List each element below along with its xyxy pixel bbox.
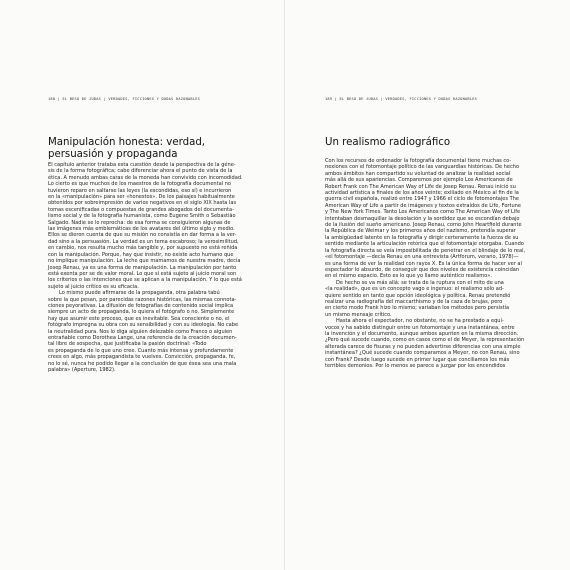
text-line: instantánea? ¿Qué sucede cuando comparamos a Meyer, no con Renau, sino: [325, 350, 520, 357]
text-line: en cambio, nos resulta mucho más tangible y, por supuesto no está reñida: [48, 245, 238, 252]
running-header-left: 188 | EL BESO DE JUDAS | VERDADES, FICCIONES Y DUDAS RAZONABLES: [48, 97, 201, 101]
text-line: El capítulo anterior trataba esta cuestión desde la perspectiva de la géne-: [48, 162, 236, 168]
text-line: alterada carece de fisuras y no pueden advertirse diferencias con una simple: [325, 343, 521, 350]
text-line: Robert Frank con The American Way of Life de Josep Renau. Renau inició su: [325, 183, 516, 190]
section-title-right: Un realismo radiográfico: [325, 137, 451, 148]
text-line: Hasta ahora el espectador, no obstante, no se ha prestado a equí-: [336, 318, 504, 325]
text-line: fotógrafo impregna su obra con su sensibilidad y con su ideología. No cabe: [48, 322, 239, 329]
text-line: Josep Renau, ya es una forma de manipulación. La manipulación por tanto: [48, 264, 237, 271]
text-line: la República de Weimar y los primeros años del nazismo, pretendía superar: [325, 228, 516, 235]
text-line: la neutralidad pura. Nos lo diga alguien delezable como Franco o alguien: [48, 328, 233, 335]
text-line: las imágenes más emblemáticas de los avatares del último siglo y medio.: [48, 226, 235, 233]
text-line: y The New York Times. Tanto Los Americanos como The American Way of Life: [325, 209, 521, 216]
text-line: ambos ámbitos han compartido su voluntad de analizar la realidad social: [325, 170, 511, 177]
text-line: actividad artística a finales de los años veinte; exiliado en México al fin de la: [325, 190, 519, 197]
text-line: ¿Pero qué sucede cuando, como en casos como el de Meyer, la representación: [325, 337, 525, 344]
text-line: Lo cierto es que muchos de los maestros de la fotografía documental no: [48, 181, 231, 188]
text-line: sentido mediante la articulación retórica que el fotomontaje otorgaba. Cuando: [325, 241, 524, 248]
text-line: terribles demonios. Por lo menos se parece a juzgar por los encendidos: [325, 363, 506, 369]
text-line: ciones peyorativas. La difusión de fotografías de contenido social implica: [48, 302, 234, 309]
section-title-left: Manipulación honesta: verdad, persuasión y propaganda: [48, 137, 206, 160]
text-line: un mismo mensaje crítico.: [325, 311, 392, 318]
text-line: más allá de sus apariencias. Comparemos por ejemplo Los Americanos de: [325, 177, 513, 184]
text-line: hay que asumir este proceso, que es inevitable. Sea consciente o no, el: [48, 315, 230, 322]
text-line: es propaganda de lo que uno cree. Cuanto más intensa y profundamente: [48, 347, 234, 354]
text-line: la fotografía directa se veía imposibilitada de penetrar en el blindaje de lo real,: [325, 247, 526, 254]
text-line: nexiones con el fotomontaje político de las vanguardias históricas. De hecho: [325, 164, 520, 171]
text-line: sobre la que pesan, por parecidas razones históricas, las mismas connota-: [48, 296, 237, 303]
text-line: ética. A menudo ambas caras de la moneda han convivido con incomodidad.: [48, 174, 243, 181]
text-line: la invención y el documento, aunque ambos apunten en la misma dirección.: [325, 330, 519, 337]
text-line: en cierto modo Frank hizo lo mismo; variaban los métodos pero persistía: [325, 305, 510, 312]
text-line: De hecho se va más allá: se trata de la ruptura con el mito de una: [336, 279, 504, 286]
right-page: [285, 0, 570, 570]
text-line: no implique manipulación. La leche que mamamos de nuestra madre, decía: [48, 258, 241, 265]
text-line: no lo sé, nunca he podido llegar a la conclusión de que ésea sea una mala: [48, 360, 237, 367]
text-line: «el fotomontaje —decía Renau en una entrevista (Artforum, verano, 1978)—: [325, 254, 519, 261]
text-line: está exenta per se de valor moral. Lo que sí está sujeto al juicio moral son: [48, 270, 237, 277]
text-line: tal libre de sospecha, que justificaba la pasión doctrinal: «Todo: [48, 341, 207, 348]
text-line: dad sino a la persuasión. La verdad es un tema escabroso; la verosimilitud,: [48, 238, 239, 245]
text-line: de la ilusión del sueño americano. Josep Renau, como John Heartfield durante: [325, 222, 522, 229]
text-line: espectador lo absurdo, de conseguir que dos niveles de existencia coincidan: [325, 266, 520, 273]
text-line: American Way of Life a partir de imágenes y textos extraídos de Life, Fortune: [325, 202, 521, 209]
text-line: quiere sentido en tanto que opción ideológica y política. Renau pretendió: [325, 292, 511, 299]
text-line: realizar una radiografía del maccarthismo y de la caza de brujas, pero: [325, 298, 503, 305]
text-line: Lo mismo puede afirmarse de la propaganda, otra palabra tabú: [59, 290, 220, 297]
text-line: «la realidad», que es un concepto vago e ingenuo: el realismo sólo ad-: [325, 286, 504, 293]
text-line: es una forma de ver la realidad con rayos X. Es la única forma de hacer ver al: [325, 260, 522, 267]
text-line: con Frank? Desde luego sucede en primer lugar que conciliamos los más: [325, 356, 510, 363]
text-line: guerra civil española, realizó entre 1947 y 1966 el ciclo de fotomontajes The: [325, 196, 520, 203]
text-line: la ambigüedad latente en la fotografía y dirigir certeramente la fuerza de su: [325, 234, 519, 241]
text-line: lismo social y de la fotografía humanista, como Eugene Smith o Sebastião: [48, 213, 236, 220]
text-line: entrañable como Dorothea Lange, una referencia de la creación documen-: [48, 334, 237, 341]
text-line: tuvieron reparo en saltarse las leyes (la escondidas, eso sí) e incurrieron: [48, 187, 232, 194]
text-line: en el mismo espacio. Esto es lo que yo llamo auténtico realismo».: [325, 273, 492, 280]
body-text-left: [48, 162, 243, 373]
text-line: siempre un acto de propaganda, lo quiera el fotógrafo o no. Simplemente: [48, 309, 235, 316]
text-line: tomas escenificadas o compuestas de grandes abogados del documenta-: [48, 206, 234, 213]
text-line: sis de la forma fotográfica; cabe diferenciar ahora el punto de vista de la: [48, 168, 233, 175]
text-line: en la «manipulación» para ser «honestos». De los paisajes habitualmente: [48, 194, 235, 201]
text-line: intentaban desmaquillar la desolación y la sordidez que se escondían debajo: [325, 215, 520, 222]
text-line: con la manipulación. Porque, hay que insistir, no existe acto humano que: [48, 251, 234, 258]
text-line: sujeto al juicio crítico es su eficacia.: [48, 283, 139, 290]
text-line: palabra» (Aperture, 1982).: [48, 367, 116, 373]
text-line: Salgado. Nadie se lo reprocha: de esa forma se consiguieron algunas de: [48, 219, 231, 226]
text-line: obtenidos por sobreimpresión de varios negativos en el siglo XIX hasta las: [48, 200, 237, 207]
text-line: vocos y ha sabido distinguir entre un fotomontaje y una instantánea, entre: [325, 324, 515, 331]
body-text-right: [325, 158, 525, 369]
text-line: crees en algo, más propagandista te vuelves. Convicción, propaganda, fe,: [48, 354, 236, 361]
text-line: los criterios o las intenciones que se aplican a la manipulación. Y lo que está: [48, 277, 242, 284]
text-line: Ellos se dieron cuenta de que su misión no consistía en dar forma a la ver-: [48, 232, 237, 239]
text-line: Con los recursos de ordenador la fotografía documental tiene muchas co-: [325, 158, 512, 164]
running-header-right: 189 | EL BESO DE JUDAS | VERDADES, FICCIONES Y DUDAS RAZONABLES: [325, 97, 478, 101]
